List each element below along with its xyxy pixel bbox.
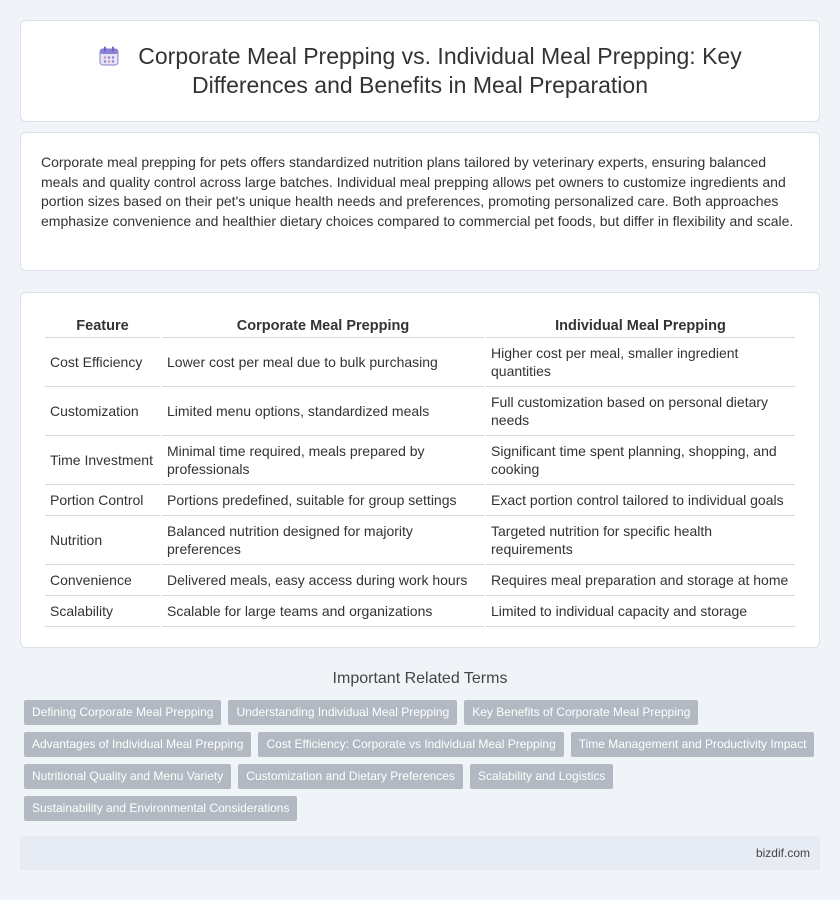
related-terms-heading: Important Related Terms bbox=[332, 670, 508, 687]
table-cell-individual: Full customization based on personal dietary needs bbox=[486, 387, 795, 436]
table-cell-corporate: Lower cost per meal due to bulk purchasing bbox=[162, 338, 484, 387]
footer bbox=[20, 836, 820, 870]
table-row bbox=[45, 338, 795, 387]
table-row bbox=[45, 565, 795, 596]
related-term-tag[interactable]: Defining Corporate Meal Prepping bbox=[24, 700, 221, 725]
intro-card bbox=[20, 132, 820, 271]
table-row bbox=[45, 516, 795, 565]
table-cell-feature: Cost Efficiency bbox=[45, 338, 160, 387]
related-term-tag[interactable]: Sustainability and Environmental Considerations bbox=[24, 796, 297, 821]
table-cell-corporate: Delivered meals, easy access during work hours bbox=[162, 565, 484, 596]
related-term-tag[interactable]: Cost Efficiency: Corporate vs Individual Meal Prepping bbox=[258, 732, 563, 757]
related-terms-list bbox=[24, 700, 824, 828]
page-title-text: Corporate Meal Prepping vs. Individual Meal Prepping: Key Differences and Benefits in Meal Preparation bbox=[138, 43, 742, 98]
comparison-table bbox=[43, 313, 797, 627]
table-cell-corporate: Minimal time required, meals prepared by professionals bbox=[162, 436, 484, 485]
table-cell-individual: Targeted nutrition for specific health requirements bbox=[486, 516, 795, 565]
related-term-tag[interactable]: Customization and Dietary Preferences bbox=[238, 764, 463, 789]
table-cell-corporate: Scalable for large teams and organizations bbox=[162, 596, 484, 627]
related-term-tag[interactable]: Key Benefits of Corporate Meal Prepping bbox=[464, 700, 698, 725]
column-header-corporate: Corporate Meal Prepping bbox=[162, 313, 484, 338]
column-header-feature: Feature bbox=[45, 313, 160, 338]
table-cell-corporate: Portions predefined, suitable for group settings bbox=[162, 485, 484, 516]
calendar-icon bbox=[98, 45, 120, 67]
table-cell-individual: Exact portion control tailored to individual goals bbox=[486, 485, 795, 516]
footer-site-link[interactable]: bizdif.com bbox=[755, 846, 810, 860]
related-term-tag[interactable]: Advantages of Individual Meal Prepping bbox=[24, 732, 251, 757]
related-term-tag[interactable]: Scalability and Logistics bbox=[470, 764, 613, 789]
table-cell-individual: Requires meal preparation and storage at home bbox=[486, 565, 795, 596]
table-row bbox=[45, 387, 795, 436]
column-header-individual: Individual Meal Prepping bbox=[486, 313, 795, 338]
title-card bbox=[20, 20, 820, 122]
table-header-row bbox=[45, 313, 795, 338]
table-cell-feature: Scalability bbox=[45, 596, 160, 627]
table-cell-individual: Significant time spent planning, shopping, and cooking bbox=[486, 436, 795, 485]
table-cell-individual: Higher cost per meal, smaller ingredient quantities bbox=[486, 338, 795, 387]
related-term-tag[interactable]: Understanding Individual Meal Prepping bbox=[228, 700, 457, 725]
page-title bbox=[81, 42, 759, 100]
table-cell-feature: Portion Control bbox=[45, 485, 160, 516]
related-term-tag[interactable]: Time Management and Productivity Impact bbox=[571, 732, 815, 757]
related-term-tag[interactable]: Nutritional Quality and Menu Variety bbox=[24, 764, 231, 789]
table-row bbox=[45, 596, 795, 627]
table-cell-feature: Customization bbox=[45, 387, 160, 436]
intro-paragraph: Corporate meal prepping for pets offers standardized nutrition plans tailored by veterinary experts, ensuring balanced meals and quality control across large batches. Individual meal prepping allows pet owners to customize ingredients and portion sizes based on their pet's unique health needs and preferences, promoting personalized care. Both approaches emphasize convenience and healthier dietary choices compared to commercial pet foods, but differ in flexibility and scale. bbox=[41, 154, 794, 229]
table-cell-feature: Convenience bbox=[45, 565, 160, 596]
table-row bbox=[45, 436, 795, 485]
table-cell-individual: Limited to individual capacity and storage bbox=[486, 596, 795, 627]
table-cell-feature: Time Investment bbox=[45, 436, 160, 485]
table-cell-corporate: Balanced nutrition designed for majority preferences bbox=[162, 516, 484, 565]
table-row bbox=[45, 485, 795, 516]
table-cell-corporate: Limited menu options, standardized meals bbox=[162, 387, 484, 436]
comparison-table-card bbox=[20, 292, 820, 648]
table-cell-feature: Nutrition bbox=[45, 516, 160, 565]
